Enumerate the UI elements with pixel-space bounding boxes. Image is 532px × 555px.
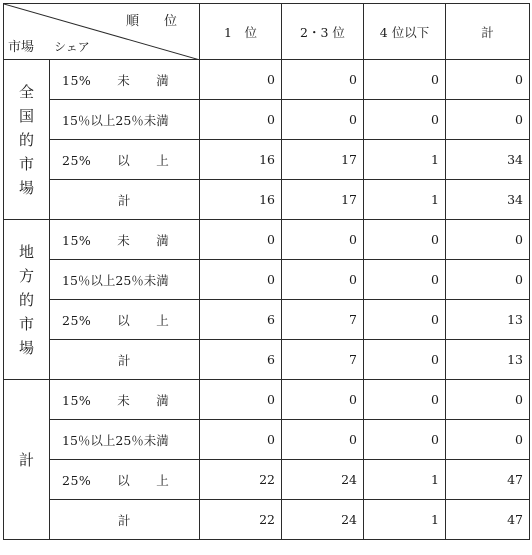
value-cell-rank-1: 0 (200, 380, 282, 420)
table-row (4, 60, 530, 100)
value-cell-rank-4-below: 1 (364, 180, 446, 220)
column-header-total: 計 (446, 4, 530, 60)
value-cell-total: 0 (446, 380, 530, 420)
value-cell-rank-2-3: 7 (282, 300, 364, 340)
value-cell-rank-1: 16 (200, 140, 282, 180)
table-row (4, 460, 530, 500)
header-row (4, 4, 530, 60)
table-row (4, 300, 530, 340)
value-cell-total: 34 (446, 180, 530, 220)
value-cell-rank-2-3: 0 (282, 100, 364, 140)
value-cell-total: 47 (446, 500, 530, 540)
value-cell-rank-1: 6 (200, 300, 282, 340)
share-range-cell: 計 (50, 500, 200, 540)
share-header-label: シェア (54, 40, 90, 54)
market-group-name: 全国的市場 (18, 82, 34, 197)
share-range-cell: 15％以上25％未満 (50, 260, 200, 300)
value-cell-total: 0 (446, 220, 530, 260)
column-header-rank-4-below: 4 位以下 (364, 4, 446, 60)
value-cell-total: 13 (446, 340, 530, 380)
share-range-cell: 15％以上25％未満 (50, 420, 200, 460)
value-cell-rank-4-below: 1 (364, 460, 446, 500)
value-cell-rank-4-below: 1 (364, 140, 446, 180)
table-row (4, 180, 530, 220)
market-group-label (4, 380, 50, 540)
table-row (4, 500, 530, 540)
value-cell-rank-4-below: 0 (364, 100, 446, 140)
value-cell-total: 0 (446, 60, 530, 100)
value-cell-total: 47 (446, 460, 530, 500)
value-cell-total: 13 (446, 300, 530, 340)
table-row (4, 340, 530, 380)
value-cell-rank-4-below: 1 (364, 500, 446, 540)
share-range-cell: 15％以上25％未満 (50, 100, 200, 140)
value-cell-rank-1: 22 (200, 460, 282, 500)
corner-header-cell (4, 4, 200, 60)
value-cell-rank-2-3: 24 (282, 500, 364, 540)
value-cell-rank-2-3: 7 (282, 340, 364, 380)
value-cell-rank-4-below: 0 (364, 340, 446, 380)
value-cell-rank-4-below: 0 (364, 300, 446, 340)
value-cell-rank-2-3: 0 (282, 60, 364, 100)
market-group-name: 地方的市場 (18, 242, 34, 357)
table-row (4, 380, 530, 420)
share-range-cell: 15% 未 満 (50, 60, 200, 100)
value-cell-total: 0 (446, 260, 530, 300)
value-cell-rank-1: 0 (200, 220, 282, 260)
table-row (4, 260, 530, 300)
value-cell-rank-4-below: 0 (364, 260, 446, 300)
column-header-rank-2-3: 2・3 位 (282, 4, 364, 60)
value-cell-rank-1: 0 (200, 420, 282, 460)
table-row (4, 220, 530, 260)
market-group-label (4, 220, 50, 380)
table-row (4, 420, 530, 460)
value-cell-total: 0 (446, 420, 530, 460)
market-header-label: 市場 (8, 40, 35, 55)
value-cell-rank-2-3: 0 (282, 420, 364, 460)
value-cell-rank-2-3: 17 (282, 140, 364, 180)
share-range-cell: 計 (50, 340, 200, 380)
value-cell-rank-1: 16 (200, 180, 282, 220)
rank-header-label: 順 位 (125, 14, 183, 29)
value-cell-rank-4-below: 0 (364, 420, 446, 460)
value-cell-rank-2-3: 0 (282, 260, 364, 300)
column-header-rank-1: 1 位 (200, 4, 282, 60)
value-cell-rank-1: 0 (200, 260, 282, 300)
value-cell-total: 34 (446, 140, 530, 180)
value-cell-rank-2-3: 0 (282, 380, 364, 420)
share-range-cell: 25% 以 上 (50, 140, 200, 180)
value-cell-rank-4-below: 0 (364, 60, 446, 100)
value-cell-rank-1: 6 (200, 340, 282, 380)
market-group-label (4, 60, 50, 220)
value-cell-rank-4-below: 0 (364, 380, 446, 420)
share-range-cell: 15% 未 満 (50, 380, 200, 420)
value-cell-rank-4-below: 0 (364, 220, 446, 260)
value-cell-rank-1: 22 (200, 500, 282, 540)
table-row (4, 140, 530, 180)
share-range-cell: 計 (50, 180, 200, 220)
value-cell-total: 0 (446, 100, 530, 140)
table-row (4, 100, 530, 140)
market-share-table (3, 3, 530, 540)
value-cell-rank-2-3: 17 (282, 180, 364, 220)
share-range-cell: 15% 未 満 (50, 220, 200, 260)
value-cell-rank-1: 0 (200, 60, 282, 100)
share-range-cell: 25% 以 上 (50, 460, 200, 500)
value-cell-rank-1: 0 (200, 100, 282, 140)
market-group-name: 計 (18, 450, 34, 469)
value-cell-rank-2-3: 24 (282, 460, 364, 500)
share-range-cell: 25% 以 上 (50, 300, 200, 340)
value-cell-rank-2-3: 0 (282, 220, 364, 260)
